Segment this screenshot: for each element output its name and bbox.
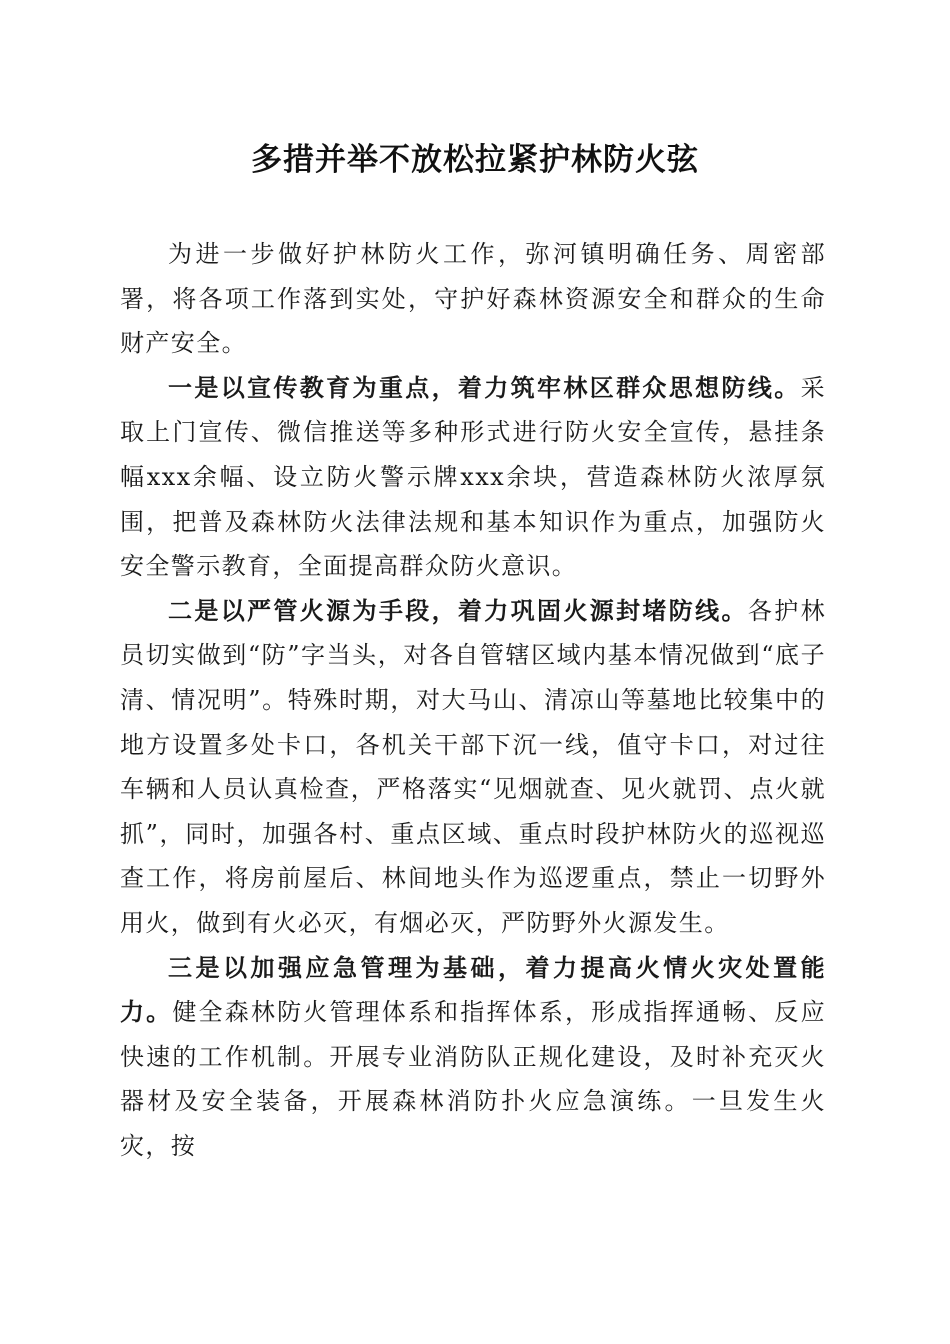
paragraph-text: 健全森林防火管理体系和指挥体系，形成指挥通畅、反应快速的工作机制。开展专业消防队正规化建设，及时补充灭火器材及安全装备，开展森林消防扑火应急演练。一旦发生火灾，按 xyxy=(120,998,826,1160)
paragraph-fire-source xyxy=(120,589,826,946)
paragraph-emergency xyxy=(120,946,826,1169)
paragraph-text: 采取上门宣传、微信推送等多种形式进行防火安全宣传，悬挂条幅xxx余幅、设立防火警示牌xxx余块，营造森林防火浓厚氛围，把普及森林防火法律法规和基本知识作为重点，加强防火安全警示教育，全面提高群众防火意识。 xyxy=(120,373,826,581)
paragraph-text: 为进一步做好护林防火工作，弥河镇明确任务、周密部署，将各项工作落到实处，守护好森林资源安全和群众的生命财产安全。 xyxy=(120,240,826,358)
paragraph-lead: 一是以宣传教育为重点，着力筑牢林区群众思想防线。 xyxy=(168,372,801,402)
paragraph-intro xyxy=(120,232,826,366)
paragraph-text: 各护林员切实做到“防”字当头，对各自管辖区域内基本情况做到“底子清、情况明”。特殊时期，对大马山、清凉山等墓地比较集中的地方设置多处卡口，各机关干部下沉一线，值守卡口，对过往车辆和人员认真检查，严格落实“见烟就查、见火就罚、点火就抓”，同时，加强各村、重点区域、重点时段护林防火的巡视巡查工作，将房前屋后、林间地头作为巡逻重点，禁止一切野外用火，做到有火必灭，有烟必灭，严防野外火源发生。 xyxy=(120,596,826,937)
document-body xyxy=(120,232,826,1168)
paragraph-lead: 二是以严管火源为手段，着力巩固火源封堵防线。 xyxy=(168,595,748,625)
document-title: 多措并举不放松拉紧护林防火弦 xyxy=(251,142,699,178)
paragraph-publicity xyxy=(120,366,826,589)
paragraph-lead: 三是以加强应急管理为基础，着力提高火情火灾处置能力。 xyxy=(120,952,826,1027)
